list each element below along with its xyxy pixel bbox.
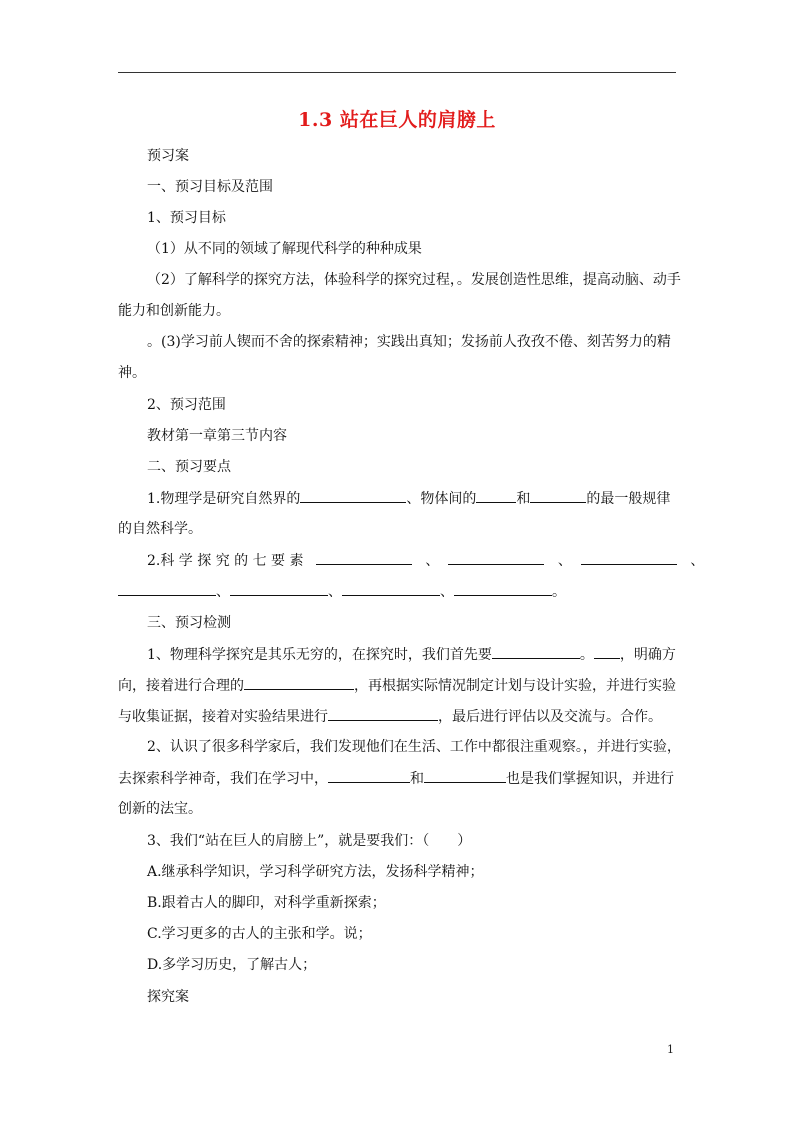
fill-blank[interactable] [530, 489, 586, 503]
option-d: D.多学习历史，了解古人； [147, 957, 317, 973]
fill-blank[interactable] [594, 645, 620, 659]
question-2-line-1: 2、认识了很多科学家后，我们发现他们在生活、工作中都很注重观察。，并进行实验， [147, 739, 681, 755]
goal-3-line-1: 。(3)学习前人锲而不舍的探索精神；实践出真知；发扬前人孜孜不倦、刻苦努力的精 [147, 334, 671, 350]
fill-blank[interactable] [328, 707, 438, 721]
separator: 、 [440, 584, 454, 600]
section-explore: 探究案 [147, 989, 189, 1005]
text: 1、物理科学探究是其乐无穷的，在探究时，我们首先要 [147, 647, 492, 663]
separator: 、 [425, 553, 440, 569]
text: 去探索科学神奇，我们在学习中， [118, 771, 328, 787]
text: ，明确方 [619, 647, 676, 663]
key-point-1-line-1 [147, 489, 677, 508]
separator: 、 [690, 553, 705, 569]
heading-goals-range: 一、预习目标及范围 [147, 179, 273, 195]
period: 。 [552, 584, 566, 600]
separator: 、 [216, 584, 230, 600]
fill-blank[interactable] [454, 582, 552, 596]
text: 和 [516, 491, 531, 507]
header-rule [118, 72, 676, 73]
text: 和 [410, 771, 424, 787]
document-title: 1.3 站在巨人的肩膀上 [298, 109, 496, 131]
key-point-1-line-2: 的自然科学。 [118, 521, 202, 537]
heading-check: 三、预习检测 [147, 615, 231, 631]
heading-key-points: 二、预习要点 [147, 459, 231, 475]
text: 。 [579, 647, 594, 663]
section-preview: 预习案 [147, 148, 189, 164]
question-1-line-1 [147, 645, 677, 664]
fill-blank[interactable] [230, 582, 328, 596]
fill-blank[interactable] [448, 551, 544, 565]
question-2-line-2 [118, 769, 674, 788]
fill-blank[interactable] [316, 551, 412, 565]
fill-blank[interactable] [244, 676, 354, 690]
fill-blank[interactable] [328, 769, 410, 783]
fill-blank[interactable] [342, 582, 440, 596]
text: 与收集证据，接着对实验结果进行 [118, 709, 328, 725]
question-1-line-3 [118, 707, 662, 726]
goal-1: （1）从不同的领域了解现代科学的种种成果 [147, 241, 422, 257]
heading-goals: 1、预习目标 [147, 210, 226, 226]
text: ，最后进行评估以及交流与。合作。 [438, 709, 662, 725]
goal-3-line-2: 神。 [118, 365, 146, 381]
question-2-line-3: 创新的法宝。 [118, 801, 202, 817]
goal-2-line-1: （2）了解科学的探究方法，体验科学的探究过程，。发展创造性思维，提高动脑、动手 [147, 272, 681, 288]
separator: 、 [328, 584, 342, 600]
fill-blank[interactable] [424, 769, 506, 783]
text: 2.科 学 探 究 的 七 要 素 [147, 553, 304, 569]
goal-2-line-2: 能力和创新能力。 [118, 303, 230, 319]
text: 的最一般规律 [586, 491, 671, 507]
text: 1.物理学是研究自然界的 [147, 491, 301, 507]
page-number: 1 [667, 1043, 674, 1056]
option-c: C.学习更多的古人的主张和学。说； [147, 926, 372, 942]
text: ，再根据实际情况制定计划与设计实验，并进行实验 [354, 678, 676, 694]
key-point-2-line-1 [147, 551, 705, 570]
option-a: A.继承科学知识，学习科学研究方法，发扬科学精神； [147, 864, 484, 880]
option-b: B.跟着古人的脚印，对科学重新探索； [147, 895, 386, 911]
text: 向，接着进行合理的 [118, 678, 244, 694]
heading-range: 2、预习范围 [147, 397, 226, 413]
fill-blank[interactable] [581, 551, 677, 565]
fill-blank[interactable] [118, 582, 216, 596]
range-text: 教材第一章第三节内容 [147, 428, 287, 444]
fill-blank[interactable] [492, 645, 580, 659]
text: 也是我们掌握知识，并进行 [506, 771, 674, 787]
separator: 、 [557, 553, 572, 569]
key-point-2-line-2 [118, 582, 648, 601]
question-1-line-2 [118, 676, 676, 695]
fill-blank[interactable] [300, 489, 406, 503]
question-3: 3、我们“站在巨人的肩膀上”，就是要我们：（ ） [147, 833, 472, 849]
text: 、物体间的 [406, 491, 477, 507]
fill-blank[interactable] [476, 489, 516, 503]
